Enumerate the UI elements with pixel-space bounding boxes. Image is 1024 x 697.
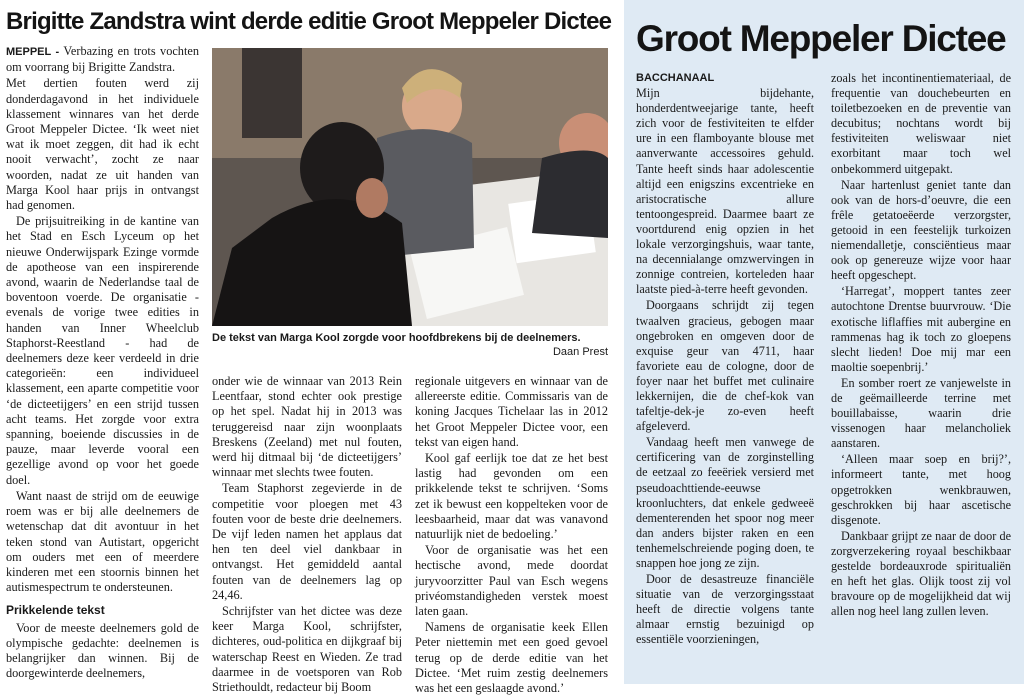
article-column-1: [6, 44, 199, 682]
dictee-paragraph: Doorgaans schrijdt zij tegen twaalven gracieus, gebogen maar ongebroken en omgeven door de exquise geur van 4711, haar favoriete eau de cologne, door de foyer naar het buffet met culinaire lekkernijen, die de chef-kok van tafeltje-dek-je zo-even heeft afgeleverd.: [636, 298, 814, 434]
article-paragraph: Voor de organisatie was het een hectische avond, mede doordat juryvoorzitter Paul van Esch wegens privéomstandigheden verstek moest laten gaan.: [415, 543, 608, 619]
article-headline: Brigitte Zandstra wint derde editie Groot Meppeler Dictee: [6, 8, 612, 35]
article-paragraph: Schrijfster van het dictee was deze keer Marga Kool, schrijfster, dichteres, oud-politica en dijkgraaf bij waterschap Reest en Wieden. Ze trad daarmee in de voetsporen van Rob Striethouldt, redacteur bij Boom: [212, 604, 402, 695]
paragraph-text: Verbazing en trots vochten om voorrang bij Brigitte Zandstra.: [6, 44, 199, 75]
dictee-paragraph: ‘Harregat’, moppert tantes zeer autochtone Drentse buurvrouw. ‘Die exotische liflaffies mit aubergine en rammenas hag ik toch zo gloepens slecht lieden! Doe mij mar een maoltie soepenbrij.’: [831, 284, 1011, 374]
article-paragraph: Met dertien fouten werd zij donderdagavond in het individuele klassement winnares van het derde Groot Meppeler Dictee. ‘Ik weet niet wat ik moet zeggen, dit had ik echt nooit verwacht’, zocht ze naar woorden, nadat ze uit handen van Marga Kool haar prijs in ontvangst had genomen.: [6, 76, 199, 213]
article-subhead: Prikkelende tekst: [6, 603, 105, 618]
dictee-kicker: BACCHANAAL: [636, 72, 715, 84]
dateline: MEPPEL -: [6, 46, 60, 58]
dictee-paragraph: Vandaag heeft men vanwege de certificering van de zorginstelling de eetzaal zo feeëriek versierd met pseudoachttiende-eeuwse kroonluchters, dat enkele gedweeë dementerenden het spoor nog meer dan anders bijster raken en een tenhemelschreiende poging doen, te snappen hoe jong ze zijn.: [636, 435, 814, 570]
dictee-paragraph: Door de desastreuze financiële situatie van de verzorgingsstaat heeft de directie volgens tante almaar ernstig bezuinigd op essentiële voorzieningen,: [636, 572, 814, 647]
dictee-column-2: [831, 71, 1011, 620]
dictee-paragraph: Naar hartenlust geniet tante dan ook van de hors-d’oeuvre, die een frêle getatoeëerde verzorgster, getooid in een feestelijk turkoizen niemendalletje, consciëntieus maar ook op genereuze wijze voor haar heeft opgeschept.: [831, 177, 1011, 283]
article-photo: [212, 48, 608, 326]
article-paragraph: [6, 44, 199, 75]
article-paragraph: regionale uitgevers en winnaar van de allereerste editie. Commissaris van de koning Jacques Tichelaar las in 2012 het Groot Meppeler Dictee voor, een tekst van eigen hand.: [415, 374, 608, 449]
photo-caption: De tekst van Marga Kool zorgde voor hoofdbrekens bij de deelnemers.: [212, 332, 581, 344]
article-column-3: [415, 374, 608, 697]
photo-credit: Daan Prest: [552, 346, 608, 358]
dictee-title: Groot Meppeler Dictee: [636, 18, 1006, 59]
article-paragraph: Team Staphorst zegevierde in de competitie voor ploegen met 43 fouten voor de beste drie deelnemers. De vijf leden namen het applaus dat hen ten deel viel dankbaar in ontvangst. Het gemiddeld aantal fouten van de deelnemers lag op 24,46.: [212, 481, 402, 602]
article-paragraph: Want naast de strijd om de eeuwige roem was er bij alle deelnemers de wetenschap dat dit avontuur in het teken stond van Autistart, opgericht om ouders met een of meerdere kinderen met een stoornis binnen het autismespectrum te ondersteunen.: [6, 488, 199, 595]
article-paragraph: De prijsuitreiking in de kantine van het Stad en Esch Lyceum op het nieuwe Onderwijspark Ezinge vormde de apotheose van een inspirerende avond, waarin de Nederlandse taal de boventoon voerde. De organisatie - evenals de vorige twee edities in handen van Inner Wheelclub Staphorst-Reestland - had de deelnemers deze keer verdeeld in drie categorieën: een individueel klassement, een aparte competitie voor ‘de dicteetijgers’ en een strijd tussen acht teams. Het zorgde voor extra spanning, boeiende discussies in de pauze, maar leverde vooral een gezellige avond op voor het goede doel.: [6, 214, 199, 487]
article-paragraph: Kool gaf eerlijk toe dat ze het best lastig had gevonden om een prikkelende tekst te schrijven. ‘Soms zet ik bewust een koppelteken voor de leesbaarheid, maar dat was vanavond natuurlijk niet de bedoeling.’: [415, 451, 608, 542]
dictee-paragraph: Dankbaar grijpt ze naar de door de zorgverzekering royaal beschikbaar gestelde bordeauxrode spiritualiën en heft het glas. Olijk toost zij vol bravoure op de mogelijkheid dat wij allen nog heel lang zullen leven.: [831, 528, 1011, 619]
dictee-paragraph: En somber roert ze vanjewelste in de geëmailleerde terrine met bouillabaisse, waarin drie vissenogen haar melancholiek aanstaren.: [831, 375, 1011, 451]
article-paragraph: Namens de organisatie keek Ellen Peter niettemin met een goed gevoel terug op de derde editie van het Dictee. ‘Met ruim zestig deelnemers was het een geslaagde avond.’: [415, 620, 608, 696]
article-paragraph: Voor de meeste deelnemers gold de olympische gedachte: deelnemen is belangrijker dan winnen. Bij de doorgewinterde deelnemers,: [6, 620, 199, 681]
article-paragraph: onder wie de winnaar van 2013 Rein Leentfaar, stond echter ook prestige op het spel. Nadat hij in 2013 was teruggereisd naar zijn woonplaats Breskens (Zeeland) met nul fouten, werd hij ditmaal bij ‘de dicteetijgers’ winnaar met slechts twee fouten.: [212, 374, 402, 480]
dictee-paragraph: Mijn bijdehante, honderdentweejarige tante, heeft zich voor de festiviteiten te elfder ure in een flamboyante blouse met aanverwante accessoires gehuld. Tante heeft sinds haar adolescentie altijd een enigszins excentrieke en aristocratische allure tentoongespreid. Daarmee baart ze voortdurend enig opzien in het lokale verzorgingshuis, waar tante, na decennialange omzwervingen in zonnige contreien, korteleden haar laatste pied-à-terre heeft gevonden.: [636, 86, 814, 297]
photo-illustration: [212, 48, 608, 326]
dictee-paragraph: ‘Alleen maar soep en brij?’, informeert tante, met hoog opgetrokken wenkbrauwen, geschrokken bij haar ascetische disgenote.: [831, 452, 1011, 527]
dictee-paragraph: zoals het incontinentiemateriaal, de frequentie van douchebeurten en toiletbezoeken en de preventie van decubitus; nochtans wordt bij festiviteiten weliswaar niet exorbitant maar toch wel onbekommerd uitgepakt.: [831, 71, 1011, 176]
dictee-column-1: [636, 71, 814, 649]
article-column-2: [212, 374, 402, 696]
